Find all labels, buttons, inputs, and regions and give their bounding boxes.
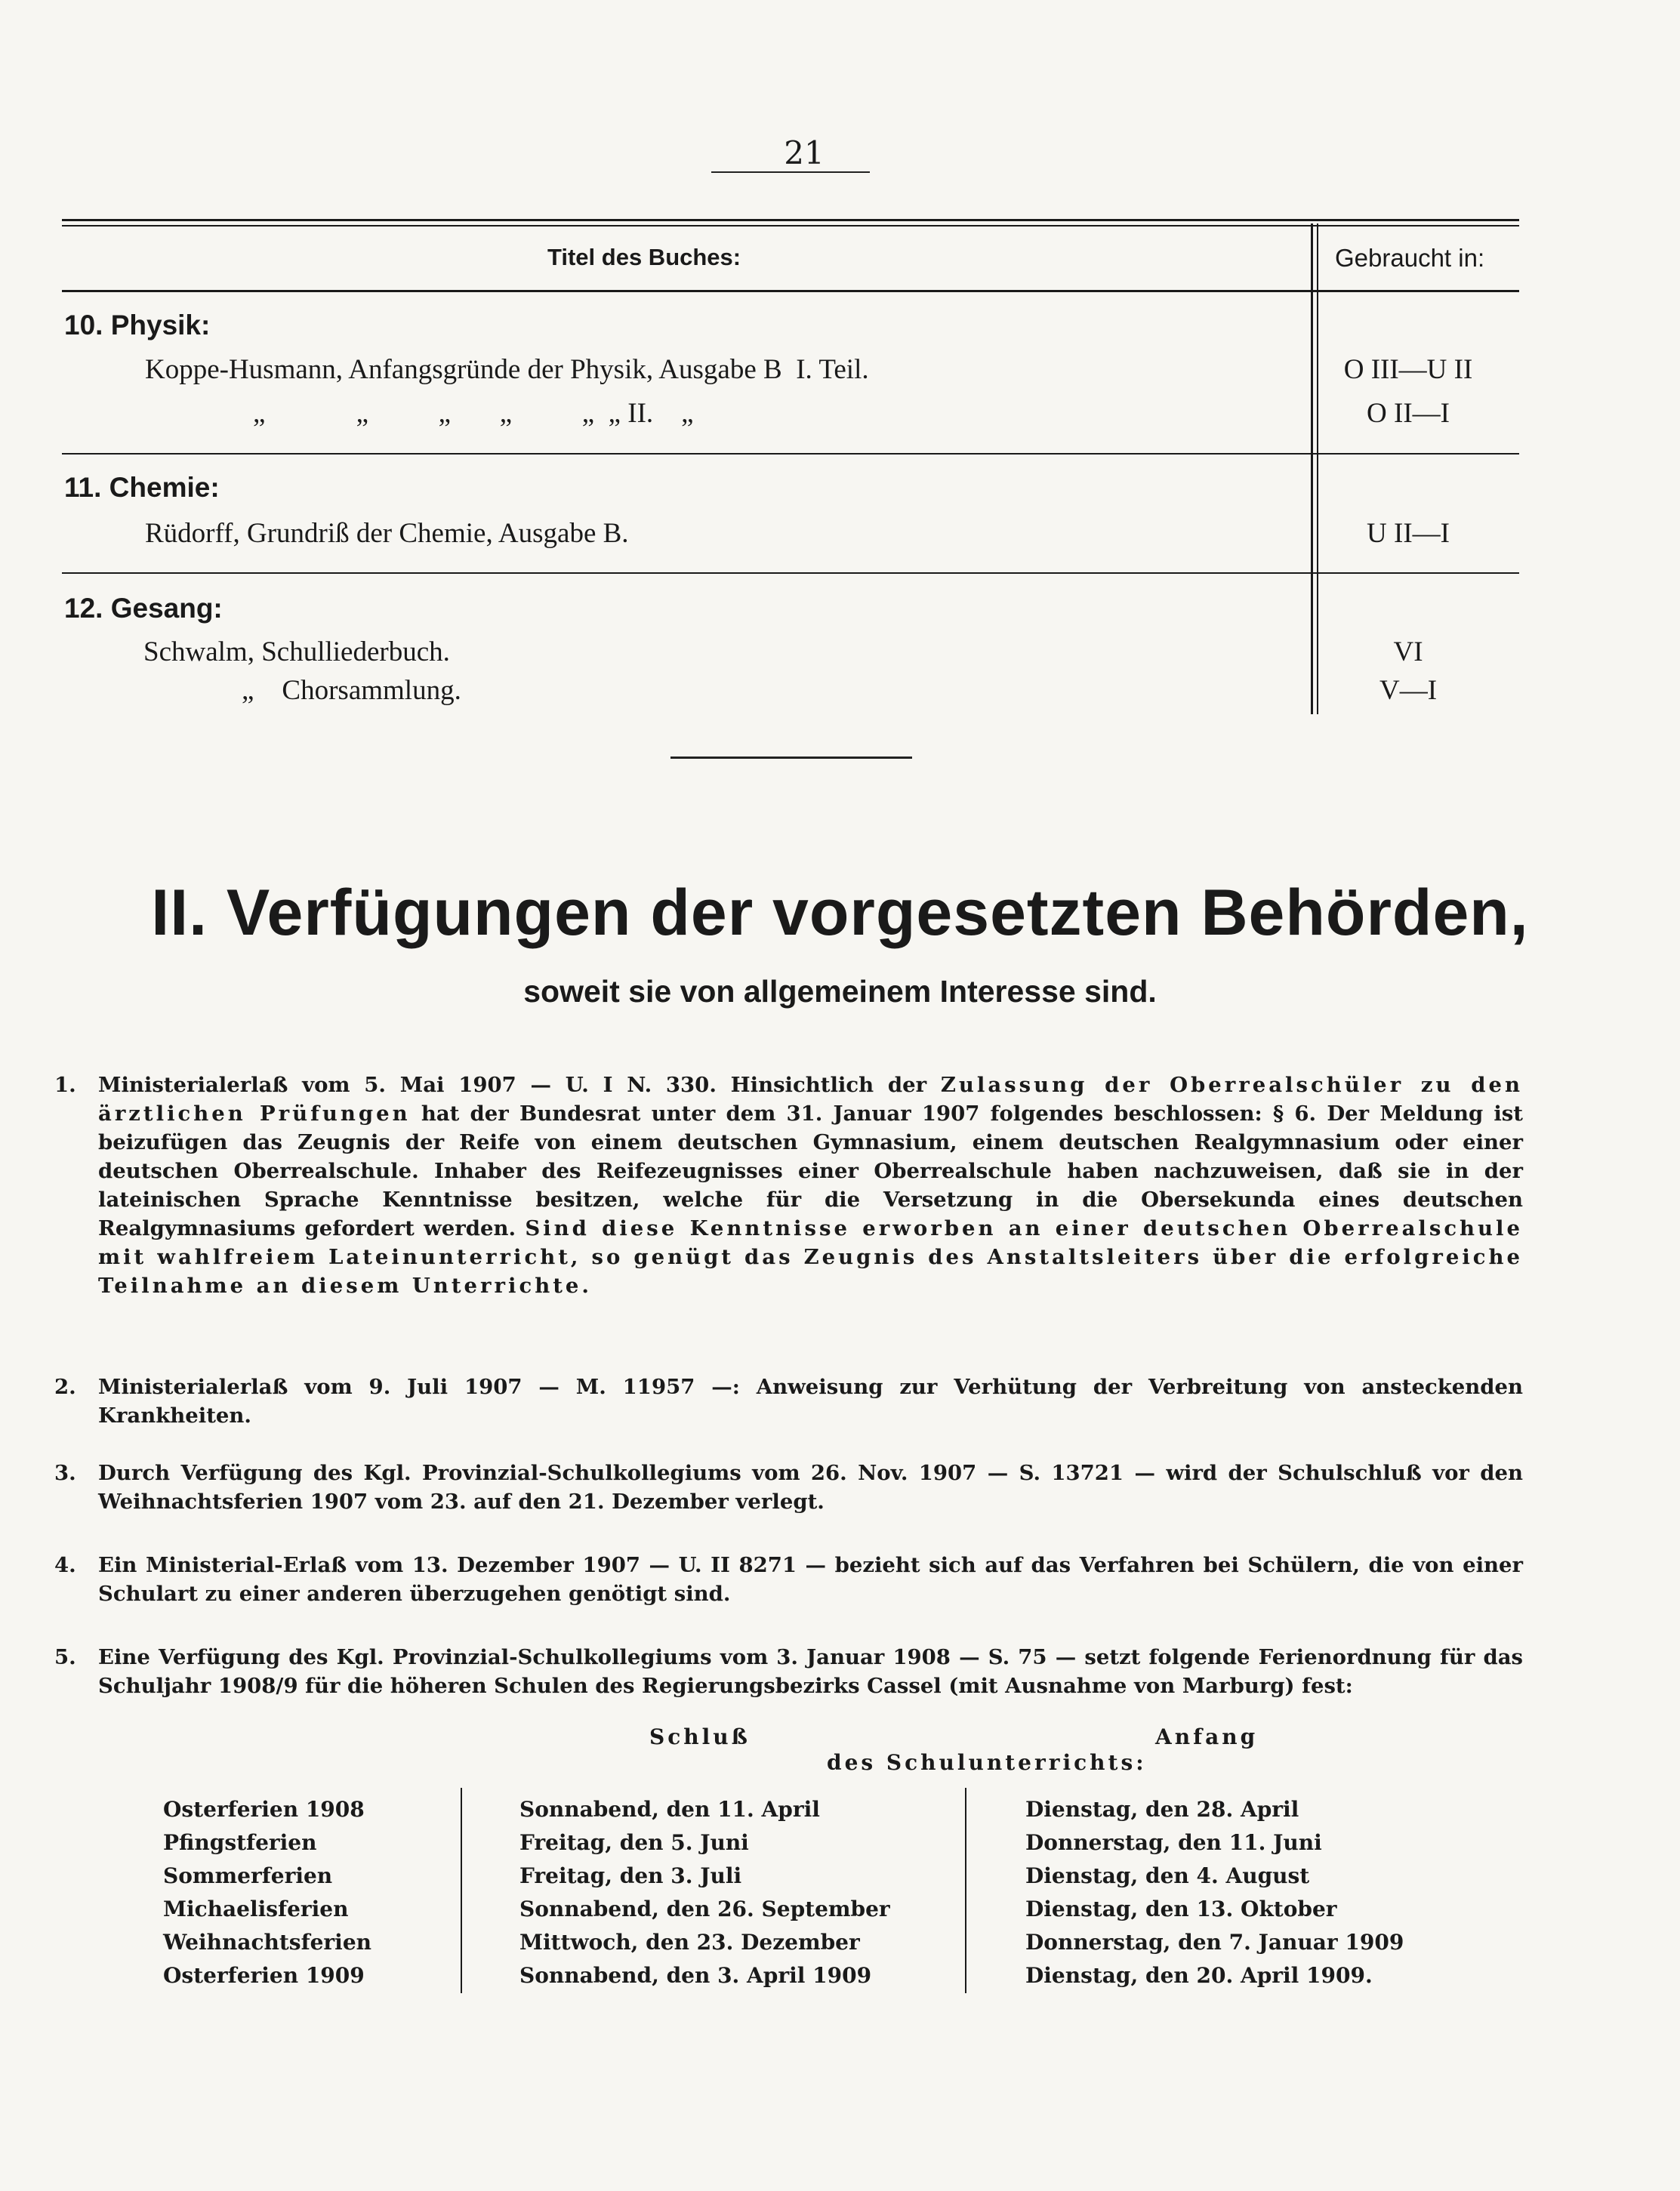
page-number: 21 [784, 134, 825, 171]
holiday-start: Dienstag, den 28. April [1025, 1797, 1299, 1822]
decree-item [54, 1551, 1523, 1608]
holiday-divider [461, 1788, 462, 1993]
holiday-divider [965, 1788, 966, 1993]
decree-number: 1. [54, 1073, 76, 1097]
holiday-start: Dienstag, den 4. August [1025, 1863, 1310, 1888]
decree-number: 2. [54, 1375, 76, 1399]
holiday-end: Sonnabend, den 11. April [519, 1797, 820, 1822]
holiday-end: Freitag, den 5. Juni [519, 1830, 749, 1855]
decree-item [54, 1643, 1523, 1700]
holiday-end: Mittwoch, den 23. Dezember [519, 1930, 860, 1955]
decree-text: Eine Verfügung des Kgl. Provinzial-Schulkollegiums vom 3. Januar 1908 — S. 75 — setzt folgende Ferienordnung für das Schuljahr 1908/9 für die höheren Schulen des Regierungsbezirks Cassel (mit Ausnahme von Marburg) fest: [98, 1645, 1523, 1698]
decree-number: 5. [54, 1645, 76, 1669]
decree-text: Ministerialerlaß vom 5. Mai 1907 — U. I N. 330. Hinsichtlich der [98, 1073, 927, 1097]
section-heading: II. Verfügungen der vorgesetzten Behörden, [151, 877, 1529, 949]
header-title: Titel des Buches: [547, 244, 741, 270]
decree-item [54, 1373, 1523, 1430]
holiday-start: Donnerstag, den 11. Juni [1025, 1830, 1322, 1855]
holiday-start: Dienstag, den 13. Oktober [1025, 1897, 1337, 1921]
section-subheading: soweit sie von allgemeinem Interesse sind. [523, 974, 1157, 1009]
decree-text-spaced: Sind diese Kenntnisse erworben an einer deutschen Oberrealschule mit wahlfreiem Lateinunterricht, so genügt das Zeugnis des Anstaltsleiters über die erfolgreiche Teilnahme an diesem Unterrichte. [98, 1216, 1523, 1298]
used-in: V—I [1379, 675, 1438, 706]
decree-text: hat der Bundesrat unter dem 31. Januar 1907 folgendes beschlossen: § 6. Der Meldung ist beizufügen das Zeugnis der Reife von einem deutschen Gymnasium, einem deutschen Realgymnasium oder einer deutschen Oberrealschule. Inhaber des Reifezeugnisses einer Oberrealschule haben nachzuweisen, daß sie in der lateinischen Sprache Kenntnisse besitzen, welche für die Versetzung in die Obersekunda eines deutschen Realgymnasiums gefordert werden. [98, 1102, 1523, 1240]
section-rule [62, 572, 1519, 574]
table-top-rule-2 [62, 225, 1519, 226]
used-in: U II—I [1367, 518, 1450, 549]
decree-text: Ministerialerlaß vom 9. Juli 1907 — M. 11957 —: Anweisung zur Verhütung der Verbreitung von ansteckenden Krankheiten. [98, 1375, 1523, 1428]
col-sub-label: des Schulunterrichts: [827, 1750, 1147, 1775]
holiday-end: Sonnabend, den 3. April 1909 [519, 1963, 872, 1988]
holiday-start: Donnerstag, den 7. Januar 1909 [1025, 1930, 1404, 1955]
section-heading-physik: 10. Physik: [64, 310, 211, 341]
decree-text: Ein Ministerial-Erlaß vom 13. Dezember 1907 — U. II 8271 — bezieht sich auf das Verfahren bei Schülern, die von einer Schulart zu einer anderen überzugehen genötigt sind. [98, 1553, 1523, 1606]
section-rule [62, 453, 1519, 455]
table-divider [1311, 223, 1313, 714]
decree-number: 3. [54, 1461, 76, 1485]
decree-item [54, 1459, 1523, 1516]
header-rule [62, 290, 1519, 292]
section-heading-chemie: 11. Chemie: [64, 472, 220, 503]
decree-text: Durch Verfügung des Kgl. Provinzial-Schulkollegiums vom 26. Nov. 1907 — S. 13721 — wird der Schulschluß vor den Weihnachtsferien 1907 vom 23. auf den 21. Dezember verlegt. [98, 1461, 1523, 1514]
book-row: „ Chorsammlung. [242, 675, 461, 706]
col-end-label: Schluß [649, 1724, 751, 1749]
decree-item [54, 1071, 1523, 1300]
decree-number: 4. [54, 1553, 76, 1577]
decree-text-spaced: Zulassung der Oberrealschüler zu den ärztlichen Prüfungen [98, 1073, 1523, 1126]
page-number-rule [711, 171, 870, 173]
used-in: VI [1393, 636, 1423, 667]
used-in: O II—I [1367, 398, 1450, 429]
book-row: Schwalm, Schulliederbuch. [143, 636, 450, 667]
used-in: O III—U II [1343, 354, 1473, 385]
holiday-name: Weihnachtsferien [163, 1930, 371, 1955]
holiday-name: Osterferien 1909 [163, 1963, 365, 1988]
book-row: Rüdorff, Grundriß der Chemie, Ausgabe B. [145, 518, 629, 549]
section-heading-gesang: 12. Gesang: [64, 593, 223, 624]
holiday-name: Pfingstferien [163, 1830, 317, 1855]
holiday-end: Freitag, den 3. Juli [519, 1863, 742, 1888]
holiday-name: Osterferien 1908 [163, 1797, 365, 1822]
holiday-name: Sommerferien [163, 1863, 333, 1888]
separator-rule [670, 757, 912, 759]
holiday-end: Sonnabend, den 26. September [519, 1897, 890, 1921]
col-start-label: Anfang [1155, 1724, 1259, 1749]
table-top-rule [62, 219, 1519, 221]
book-row: Koppe-Husmann, Anfangsgründe der Physik, Ausgabe B I. Teil. [145, 354, 869, 385]
book-row: „ „ „ „ „ „ II. „ [253, 398, 694, 429]
holiday-name: Michaelisferien [163, 1897, 349, 1921]
header-used: Gebraucht in: [1335, 244, 1485, 272]
holiday-start: Dienstag, den 20. April 1909. [1025, 1963, 1373, 1988]
